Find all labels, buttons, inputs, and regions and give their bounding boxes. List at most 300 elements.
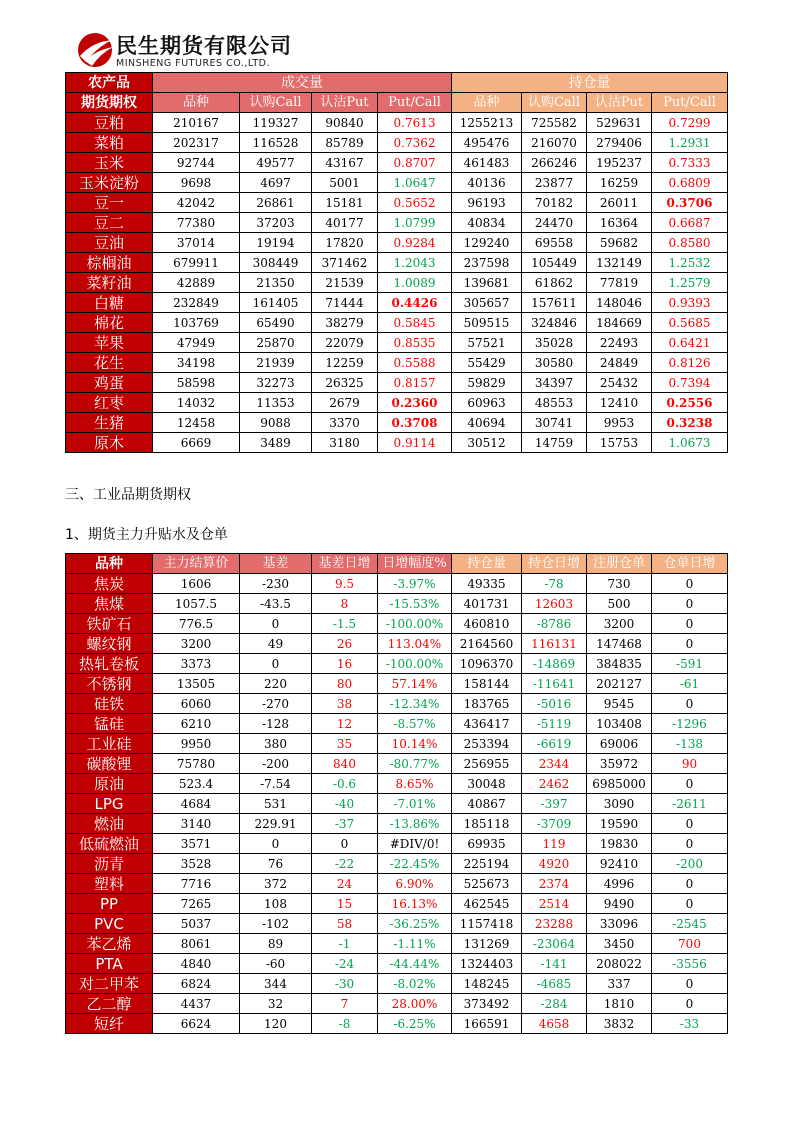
- oi-call: 266246: [522, 153, 587, 173]
- oi-daily-change: 116131: [522, 634, 587, 654]
- daily-change-pct: -100.00%: [378, 614, 452, 634]
- volume-put: 15181: [312, 193, 378, 213]
- commodity-name: 豆二: [66, 213, 153, 233]
- basis: -128: [240, 714, 312, 734]
- warehouse-receipts: 202127: [587, 674, 652, 694]
- warehouse-receipts: 500: [587, 594, 652, 614]
- warehouse-receipts: 3090: [587, 794, 652, 814]
- corner-bottom-label: 期货期权: [66, 93, 153, 113]
- oi-put-call-ratio: 1.2931: [652, 133, 728, 153]
- commodity-name: 短纤: [66, 1014, 153, 1034]
- open-interest: 158144: [452, 674, 522, 694]
- table-group-header-row: [66, 73, 728, 93]
- volume-put-call-ratio: 0.4426: [378, 293, 452, 313]
- oi-put-call-ratio: 1.0673: [652, 433, 728, 453]
- commodity-name: 螺纹钢: [66, 634, 153, 654]
- volume-total: 77380: [153, 213, 240, 233]
- warehouse-receipts: 92410: [587, 854, 652, 874]
- table-row: [66, 674, 728, 694]
- volume-put: 22079: [312, 333, 378, 353]
- volume-total: 47949: [153, 333, 240, 353]
- daily-change-pct: -3.97%: [378, 574, 452, 594]
- warehouse-receipts: 4996: [587, 874, 652, 894]
- settlement-price: 523.4: [153, 774, 240, 794]
- basis-daily-change: -24: [312, 954, 378, 974]
- oi-put-call-ratio: 0.3238: [652, 413, 728, 433]
- commodity-name: 原木: [66, 433, 153, 453]
- volume-call: 9088: [240, 413, 312, 433]
- receipts-daily-change: 0: [652, 614, 728, 634]
- warehouse-receipts: 35972: [587, 754, 652, 774]
- commodity-name: 菜籽油: [66, 273, 153, 293]
- col-header: 日增幅度%: [378, 554, 452, 574]
- table-row: [66, 133, 728, 153]
- commodity-name: 不锈钢: [66, 674, 153, 694]
- table-row: [66, 173, 728, 193]
- open-interest: 460810: [452, 614, 522, 634]
- volume-put-call-ratio: 0.3708: [378, 413, 452, 433]
- commodity-name: 乙二醇: [66, 994, 153, 1014]
- basis: 120: [240, 1014, 312, 1034]
- open-interest: 185118: [452, 814, 522, 834]
- agri-options-table: [65, 72, 728, 453]
- oi-put: 16364: [587, 213, 652, 233]
- basis: 372: [240, 874, 312, 894]
- oi-put-call-ratio: 0.6687: [652, 213, 728, 233]
- commodity-name: 焦炭: [66, 574, 153, 594]
- settlement-price: 1057.5: [153, 594, 240, 614]
- oi-put: 12410: [587, 393, 652, 413]
- basis-daily-change: 35: [312, 734, 378, 754]
- oi-daily-change: -11641: [522, 674, 587, 694]
- col-header: 基差日增: [312, 554, 378, 574]
- volume-total: 6669: [153, 433, 240, 453]
- commodity-name: LPG: [66, 794, 153, 814]
- volume-put-call-ratio: 1.0647: [378, 173, 452, 193]
- volume-total: 92744: [153, 153, 240, 173]
- receipts-daily-change: 0: [652, 874, 728, 894]
- oi-call: 61862: [522, 273, 587, 293]
- col-header: 基差: [240, 554, 312, 574]
- oi-call: 725582: [522, 113, 587, 133]
- oi-call: 34397: [522, 373, 587, 393]
- table-column-header-row: [66, 554, 728, 574]
- oi-daily-change: 2344: [522, 754, 587, 774]
- table-row: [66, 654, 728, 674]
- commodity-name: PVC: [66, 914, 153, 934]
- volume-put: 12259: [312, 353, 378, 373]
- volume-total: 9698: [153, 173, 240, 193]
- settlement-price: 13505: [153, 674, 240, 694]
- volume-put-call-ratio: 0.8157: [378, 373, 452, 393]
- daily-change-pct: -22.45%: [378, 854, 452, 874]
- table-row: [66, 293, 728, 313]
- table-row: [66, 854, 728, 874]
- settlement-price: 5037: [153, 914, 240, 934]
- warehouse-receipts: 1810: [587, 994, 652, 1014]
- open-interest: 40867: [452, 794, 522, 814]
- oi-put: 24849: [587, 353, 652, 373]
- col-header: 仓单日增: [652, 554, 728, 574]
- basis-daily-change: 16: [312, 654, 378, 674]
- basis-daily-change: -1.5: [312, 614, 378, 634]
- volume-put: 371462: [312, 253, 378, 273]
- volume-call: 3489: [240, 433, 312, 453]
- volume-put-call-ratio: 0.7613: [378, 113, 452, 133]
- commodity-name: 棉花: [66, 313, 153, 333]
- table-row: [66, 213, 728, 233]
- oi-call: 157611: [522, 293, 587, 313]
- table-row: [66, 874, 728, 894]
- basis-daily-change: 15: [312, 894, 378, 914]
- open-interest: 525673: [452, 874, 522, 894]
- volume-put-call-ratio: 1.2043: [378, 253, 452, 273]
- table-row: [66, 834, 728, 854]
- commodity-name: PTA: [66, 954, 153, 974]
- oi-total: 509515: [452, 313, 522, 333]
- receipts-daily-change: 0: [652, 574, 728, 594]
- table-row: [66, 113, 728, 133]
- oi-total: 139681: [452, 273, 522, 293]
- daily-change-pct: -100.00%: [378, 654, 452, 674]
- oi-put: 132149: [587, 253, 652, 273]
- daily-change-pct: 16.13%: [378, 894, 452, 914]
- volume-put-call-ratio: 1.0089: [378, 273, 452, 293]
- receipts-daily-change: 0: [652, 814, 728, 834]
- oi-total: 40834: [452, 213, 522, 233]
- commodity-name: 豆粕: [66, 113, 153, 133]
- settlement-price: 7265: [153, 894, 240, 914]
- commodity-name: 对二甲苯: [66, 974, 153, 994]
- open-interest: 183765: [452, 694, 522, 714]
- col-header: 持仓日增: [522, 554, 587, 574]
- volume-put: 17820: [312, 233, 378, 253]
- col-header: 认购Call: [522, 93, 587, 113]
- settlement-price: 776.5: [153, 614, 240, 634]
- table-row: [66, 974, 728, 994]
- oi-put-call-ratio: 0.3706: [652, 193, 728, 213]
- receipts-daily-change: 0: [652, 634, 728, 654]
- commodity-name: 花生: [66, 353, 153, 373]
- basis-daily-change: 12: [312, 714, 378, 734]
- commodity-name: 原油: [66, 774, 153, 794]
- settlement-price: 4684: [153, 794, 240, 814]
- daily-change-pct: -1.11%: [378, 934, 452, 954]
- basis: 0: [240, 654, 312, 674]
- volume-total: 12458: [153, 413, 240, 433]
- daily-change-pct: 6.90%: [378, 874, 452, 894]
- settlement-price: 3373: [153, 654, 240, 674]
- basis: -60: [240, 954, 312, 974]
- commodity-name: 菜粕: [66, 133, 153, 153]
- volume-call: 119327: [240, 113, 312, 133]
- volume-put-call-ratio: 0.8535: [378, 333, 452, 353]
- open-interest: 166591: [452, 1014, 522, 1034]
- settlement-price: 75780: [153, 754, 240, 774]
- volume-total: 34198: [153, 353, 240, 373]
- oi-put: 529631: [587, 113, 652, 133]
- daily-change-pct: 113.04%: [378, 634, 452, 654]
- logo-chinese-name: 民生期货有限公司: [116, 34, 292, 58]
- commodity-name: 红枣: [66, 393, 153, 413]
- warehouse-receipts: 19590: [587, 814, 652, 834]
- commodity-name: 玉米: [66, 153, 153, 173]
- basis-daily-change: -30: [312, 974, 378, 994]
- oi-call: 216070: [522, 133, 587, 153]
- table-row: [66, 413, 728, 433]
- receipts-daily-change: -1296: [652, 714, 728, 734]
- daily-change-pct: 8.65%: [378, 774, 452, 794]
- warehouse-receipts: 9545: [587, 694, 652, 714]
- basis-daily-change: 38: [312, 694, 378, 714]
- logo-english-name: MINSHENG FUTURES CO.,LTD.: [116, 58, 270, 69]
- basis-daily-change: 24: [312, 874, 378, 894]
- commodity-name: 硅铁: [66, 694, 153, 714]
- oi-total: 30512: [452, 433, 522, 453]
- oi-daily-change: -397: [522, 794, 587, 814]
- open-interest: 373492: [452, 994, 522, 1014]
- volume-call: 49577: [240, 153, 312, 173]
- volume-total: 14032: [153, 393, 240, 413]
- daily-change-pct: -44.44%: [378, 954, 452, 974]
- oi-call: 48553: [522, 393, 587, 413]
- volume-put-call-ratio: 0.8707: [378, 153, 452, 173]
- basis: -270: [240, 694, 312, 714]
- minsheng-logo-icon: [76, 30, 116, 70]
- oi-call: 69558: [522, 233, 587, 253]
- oi-call: 24470: [522, 213, 587, 233]
- table-row: [66, 814, 728, 834]
- receipts-daily-change: -2545: [652, 914, 728, 934]
- volume-total: 202317: [153, 133, 240, 153]
- volume-put: 90840: [312, 113, 378, 133]
- settlement-price: 4437: [153, 994, 240, 1014]
- open-interest: 401731: [452, 594, 522, 614]
- oi-put-call-ratio: 1.2579: [652, 273, 728, 293]
- receipts-daily-change: 0: [652, 994, 728, 1014]
- oi-daily-change: -5119: [522, 714, 587, 734]
- oi-call: 324846: [522, 313, 587, 333]
- table-row: [66, 754, 728, 774]
- basis-daily-change: 80: [312, 674, 378, 694]
- table-row: [66, 353, 728, 373]
- volume-call: 11353: [240, 393, 312, 413]
- open-interest: 253394: [452, 734, 522, 754]
- warehouse-receipts: 33096: [587, 914, 652, 934]
- warehouse-receipts: 6985000: [587, 774, 652, 794]
- basis-daily-change: -22: [312, 854, 378, 874]
- warehouse-receipts: 337: [587, 974, 652, 994]
- volume-put: 2679: [312, 393, 378, 413]
- oi-total: 55429: [452, 353, 522, 373]
- table-row: [66, 914, 728, 934]
- volume-put: 21539: [312, 273, 378, 293]
- table-row: [66, 594, 728, 614]
- oi-put: 148046: [587, 293, 652, 313]
- volume-total: 210167: [153, 113, 240, 133]
- commodity-name: 低硫燃油: [66, 834, 153, 854]
- commodity-name: 白糖: [66, 293, 153, 313]
- open-interest: 131269: [452, 934, 522, 954]
- settlement-price: 4840: [153, 954, 240, 974]
- table-row: [66, 954, 728, 974]
- oi-daily-change: -4685: [522, 974, 587, 994]
- basis: 0: [240, 614, 312, 634]
- volume-call: 32273: [240, 373, 312, 393]
- table-row: [66, 774, 728, 794]
- basis-daily-change: -40: [312, 794, 378, 814]
- col-header: 注册仓单: [587, 554, 652, 574]
- oi-put-call-ratio: 1.2532: [652, 253, 728, 273]
- oi-put: 77819: [587, 273, 652, 293]
- volume-put-call-ratio: 1.0799: [378, 213, 452, 233]
- oi-call: 35028: [522, 333, 587, 353]
- daily-change-pct: -12.34%: [378, 694, 452, 714]
- oi-call: 30741: [522, 413, 587, 433]
- open-interest: 1324403: [452, 954, 522, 974]
- volume-put: 85789: [312, 133, 378, 153]
- oi-daily-change: -3709: [522, 814, 587, 834]
- basis: 89: [240, 934, 312, 954]
- open-interest: 256955: [452, 754, 522, 774]
- subsection-title: 1、期货主力升贴水及仓单: [65, 527, 228, 543]
- receipts-daily-change: 0: [652, 974, 728, 994]
- col-header: Put/Call: [378, 93, 452, 113]
- basis: 229.91: [240, 814, 312, 834]
- settlement-price: 3200: [153, 634, 240, 654]
- col-header: 持仓量: [452, 554, 522, 574]
- receipts-daily-change: 0: [652, 894, 728, 914]
- volume-put: 3180: [312, 433, 378, 453]
- oi-total: 1255213: [452, 113, 522, 133]
- basis-daily-change: 0: [312, 834, 378, 854]
- oi-total: 305657: [452, 293, 522, 313]
- oi-total: 40136: [452, 173, 522, 193]
- oi-daily-change: 12603: [522, 594, 587, 614]
- warehouse-receipts: 9490: [587, 894, 652, 914]
- receipts-daily-change: -33: [652, 1014, 728, 1034]
- daily-change-pct: 57.14%: [378, 674, 452, 694]
- settlement-price: 6824: [153, 974, 240, 994]
- oi-daily-change: 23288: [522, 914, 587, 934]
- oi-daily-change: -14869: [522, 654, 587, 674]
- oi-put: 59682: [587, 233, 652, 253]
- receipts-daily-change: 700: [652, 934, 728, 954]
- basis: 220: [240, 674, 312, 694]
- volume-put: 5001: [312, 173, 378, 193]
- oi-total: 495476: [452, 133, 522, 153]
- oi-total: 96193: [452, 193, 522, 213]
- volume-total: 103769: [153, 313, 240, 333]
- oi-put-call-ratio: 0.7394: [652, 373, 728, 393]
- oi-put: 16259: [587, 173, 652, 193]
- commodity-name: 焦煤: [66, 594, 153, 614]
- oi-put: 9953: [587, 413, 652, 433]
- receipts-daily-change: -591: [652, 654, 728, 674]
- oi-daily-change: -8786: [522, 614, 587, 634]
- volume-group-header: 成交量: [153, 73, 452, 93]
- oi-total: 57521: [452, 333, 522, 353]
- receipts-daily-change: -138: [652, 734, 728, 754]
- oi-total: 129240: [452, 233, 522, 253]
- settlement-price: 3528: [153, 854, 240, 874]
- col-header: 认沽Put: [587, 93, 652, 113]
- volume-put-call-ratio: 0.2360: [378, 393, 452, 413]
- col-header: Put/Call: [652, 93, 728, 113]
- oi-put-call-ratio: 0.6421: [652, 333, 728, 353]
- daily-change-pct: -80.77%: [378, 754, 452, 774]
- oi-call: 23877: [522, 173, 587, 193]
- basis: 49: [240, 634, 312, 654]
- basis-daily-change: 840: [312, 754, 378, 774]
- commodity-name: 塑料: [66, 874, 153, 894]
- warehouse-receipts: 384835: [587, 654, 652, 674]
- oi-put-call-ratio: 0.5685: [652, 313, 728, 333]
- volume-total: 42889: [153, 273, 240, 293]
- volume-total: 42042: [153, 193, 240, 213]
- volume-put-call-ratio: 0.7362: [378, 133, 452, 153]
- volume-put: 3370: [312, 413, 378, 433]
- volume-call: 37203: [240, 213, 312, 233]
- oi-daily-change: 4658: [522, 1014, 587, 1034]
- settlement-price: 7716: [153, 874, 240, 894]
- oi-total: 237598: [452, 253, 522, 273]
- open-interest: 1157418: [452, 914, 522, 934]
- open-interest: 1096370: [452, 654, 522, 674]
- settlement-price: 3140: [153, 814, 240, 834]
- open-interest: 462545: [452, 894, 522, 914]
- table-row: [66, 794, 728, 814]
- oi-total: 461483: [452, 153, 522, 173]
- daily-change-pct: -8.57%: [378, 714, 452, 734]
- basis: -7.54: [240, 774, 312, 794]
- oi-put-call-ratio: 0.7333: [652, 153, 728, 173]
- receipts-daily-change: -3556: [652, 954, 728, 974]
- receipts-daily-change: 0: [652, 774, 728, 794]
- table-row: [66, 694, 728, 714]
- oi-put-call-ratio: 0.8580: [652, 233, 728, 253]
- oi-put: 195237: [587, 153, 652, 173]
- commodity-name: 工业硅: [66, 734, 153, 754]
- oi-call: 70182: [522, 193, 587, 213]
- volume-call: 116528: [240, 133, 312, 153]
- commodity-name: PP: [66, 894, 153, 914]
- basis: 108: [240, 894, 312, 914]
- basis-daily-change: 26: [312, 634, 378, 654]
- receipts-daily-change: 90: [652, 754, 728, 774]
- receipts-daily-change: -200: [652, 854, 728, 874]
- col-header: 认购Call: [240, 93, 312, 113]
- receipts-daily-change: -61: [652, 674, 728, 694]
- commodity-name: 碳酸锂: [66, 754, 153, 774]
- warehouse-receipts: 103408: [587, 714, 652, 734]
- volume-call: 19194: [240, 233, 312, 253]
- table-row: [66, 994, 728, 1014]
- oi-daily-change: -141: [522, 954, 587, 974]
- volume-put: 43167: [312, 153, 378, 173]
- commodity-name: 生猪: [66, 413, 153, 433]
- table-row: [66, 393, 728, 413]
- volume-put-call-ratio: 0.5588: [378, 353, 452, 373]
- oi-put-call-ratio: 0.6809: [652, 173, 728, 193]
- warehouse-receipts: 208022: [587, 954, 652, 974]
- volume-put-call-ratio: 0.9114: [378, 433, 452, 453]
- oi-daily-change: 2374: [522, 874, 587, 894]
- oi-daily-change: 4920: [522, 854, 587, 874]
- oi-total: 60963: [452, 393, 522, 413]
- volume-put: 38279: [312, 313, 378, 333]
- daily-change-pct: 28.00%: [378, 994, 452, 1014]
